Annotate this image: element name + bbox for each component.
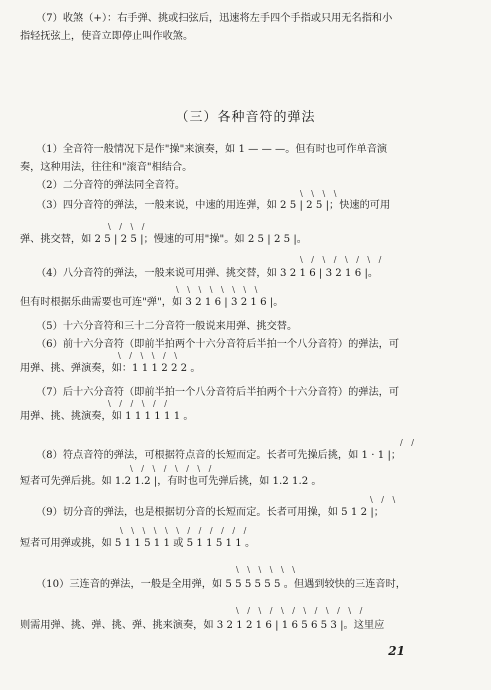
text-line-4 xyxy=(0,161,491,175)
text-line-12 xyxy=(0,362,491,376)
text-line-19 xyxy=(0,578,491,592)
line-text: （4）八分音符的弹法，一般来说可用弹、挑交替，如 3 2 1 6 | 3 2 1 6 |。 xyxy=(36,268,379,279)
stroke-marks: \ \ \ \ \ \ \ \ xyxy=(176,285,261,294)
text-line-7 xyxy=(0,233,491,247)
line-text: （2）二分音符的弹法同全音符。 xyxy=(36,180,186,191)
stroke-marks: \ / \ / \ / \ / xyxy=(130,464,215,473)
stroke-marks: \ / / \ / / xyxy=(108,399,170,408)
text-line-2 xyxy=(0,30,491,44)
text-line-17 xyxy=(0,506,491,520)
text-line-11 xyxy=(0,338,491,352)
line-text: 但有时根据乐曲需要也可连"弹"，如 3 2 1 6 | 3 2 1 6 |。 xyxy=(20,297,284,308)
text-line-15 xyxy=(0,449,491,463)
text-line-18 xyxy=(0,537,491,551)
text-line-20 xyxy=(0,619,491,633)
text-line-3 xyxy=(0,143,491,157)
text-line-8 xyxy=(0,267,491,281)
stroke-marks: \ / \ / \ / \ / xyxy=(300,255,385,264)
line-text: 用弹、挑、挑演奏，如 1 1 1 1 1 1 。 xyxy=(20,411,194,422)
stroke-marks: \ / \ / \ / \ / \ / \ / xyxy=(236,606,366,615)
page-number: 21 xyxy=(388,644,405,658)
line-text: （1）全音符一般情况下是作"操"来演奏，如 1 — — —。但有时也可作单音演 xyxy=(36,144,388,155)
line-text: （3）四分音符的弹法，一般来说，中速的用连弹，如 2 5 | 2 5 |；快速的可用 xyxy=(36,200,391,211)
line-text: （7）后十六分音符（即前半拍一个八分音符后半拍两个十六分音符）的弹法，可 xyxy=(36,387,400,398)
line-text: 奏，这种用法，往往和"滚音"相结合。 xyxy=(20,162,193,173)
line-text: 则需用弹、挑、弹、挑、弹、挑来演奏，如 3 2 1 2 1 6 | 1 6 5 6 5 3 |。这里应 xyxy=(20,620,385,631)
line-text: 弹、挑交替，如 2 5 | 2 5 |；慢速的可用"操"。如 2 5 | 2 5 |。 xyxy=(20,234,307,245)
text-line-16 xyxy=(0,475,491,489)
text-line-6 xyxy=(0,199,491,213)
stroke-marks: \ / \ xyxy=(370,495,399,504)
line-text: 短者可用弹或挑，如 5 1 1 5 1 1 或 5 1 1 5 1 1 。 xyxy=(20,538,256,549)
text-line-9 xyxy=(0,296,491,310)
text-line-10 xyxy=(0,320,491,334)
line-text: 短者可先弹后挑。如 1.2 1.2 |，有时也可先弹后挑，如 1.2 1.2 。 xyxy=(20,476,322,487)
line-text: （7）收煞（+）：右手弹、挑或扫弦后，迅速将左手四个手指或只用无名指和小 xyxy=(36,13,393,24)
line-text: （5）十六分音符和三十二分音符一般说来用弹、挑交替。 xyxy=(36,321,298,332)
stroke-marks: \ / \ / xyxy=(108,222,148,231)
stroke-marks: \ \ \ \ \ \ / / / / / / xyxy=(120,526,250,535)
line-text: （10）三连音的弹法，一般是全用弹，如 5 5 5 5 5 5 。但遇到较快的三连音时， xyxy=(36,579,406,590)
section-heading: （三）各种音符的弹法 xyxy=(175,110,316,125)
text-line-1 xyxy=(0,12,491,26)
text-line-5 xyxy=(0,179,491,193)
text-line-14 xyxy=(0,410,491,424)
text-line-13 xyxy=(0,386,491,400)
line-text: （6）前十六分音符（即前半拍两个十六分音符后半拍一个八分音符）的弹法，可 xyxy=(36,339,400,350)
line-text: （9）切分音的弹法，也是根据切分音的长短而定。长者可用操，如 5 1 2 |； xyxy=(36,507,384,518)
stroke-marks: \ \ \ \ \ \ xyxy=(236,565,298,574)
stroke-marks: \ / \ \ / \ xyxy=(118,351,180,360)
stroke-marks: \ \ \ \ xyxy=(300,189,340,198)
line-text: 用弹、挑、弹演奏，如：1 1 1 2 2 2 。 xyxy=(20,363,201,374)
line-text: 指轻抚弦上，使音立即停止叫作收煞。 xyxy=(20,31,194,42)
line-text: （8）符点音符的弹法，可根据符点音的长短而定。长者可先操后挑，如 1 · 1 |； xyxy=(36,450,402,461)
stroke-marks: / / xyxy=(400,438,417,447)
